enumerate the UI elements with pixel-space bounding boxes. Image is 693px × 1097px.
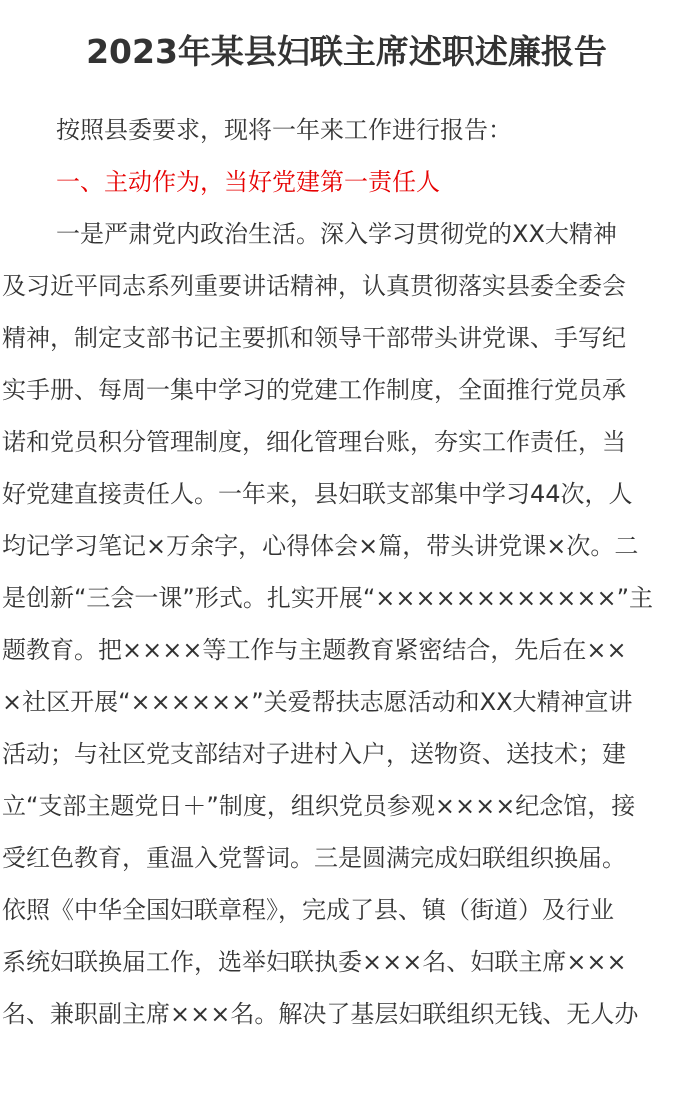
body-line: 是创新“三会一课”形式。扎实开展“××××××××××××”主 <box>2 584 654 612</box>
document-body <box>2 104 691 1040</box>
body-line: 一是严肃党内政治生活。深入学习贯彻党的XX大精神 <box>56 220 617 248</box>
body-line: 立“支部主题党日＋”制度，组织党员参观××××纪念馆，接 <box>2 792 636 820</box>
section-heading: 一、主动作为，当好党建第一责任人 <box>56 168 440 196</box>
body-paragraph <box>2 208 691 1040</box>
body-line: 好党建直接责任人。一年来，县妇联支部集中学习44次，人 <box>2 480 633 508</box>
body-line: 活动；与社区党支部结对子进村入户，送物资、送技术；建 <box>2 740 626 768</box>
body-line: 依照《中华全国妇联章程》，完成了县、镇（街道）及行业 <box>2 896 614 924</box>
body-line: 诺和党员积分管理制度，细化管理台账，夯实工作责任，当 <box>2 428 626 456</box>
intro-paragraph: 按照县委要求，现将一年来工作进行报告： <box>56 116 512 144</box>
body-line: 题教育。把××××等工作与主题教育紧密结合，先后在×× <box>2 636 627 664</box>
body-line: 及习近平同志系列重要讲话精神，认真贯彻落实县委全委会 <box>2 272 626 300</box>
body-line: 名、兼职副主席×××名。解决了基层妇联组织无钱、无人办 <box>2 1000 639 1028</box>
body-line: 精神，制定支部书记主要抓和领导干部带头讲党课、手写纪 <box>2 324 626 352</box>
body-line: 均记学习笔记×万余字，心得体会×篇，带头讲党课×次。二 <box>2 532 639 560</box>
body-line: 系统妇联换届工作，选举妇联执委×××名、妇联主席××× <box>2 948 627 976</box>
document-title: 2023年某县妇联主席述职述廉报告 <box>86 32 607 71</box>
body-line: ×社区开展“××××××”关爱帮扶志愿活动和XX大精神宣讲 <box>2 688 633 716</box>
body-line: 受红色教育，重温入党誓词。三是圆满完成妇联组织换届。 <box>2 844 626 872</box>
body-line: 实手册、每周一集中学习的党建工作制度，全面推行党员承 <box>2 376 626 404</box>
